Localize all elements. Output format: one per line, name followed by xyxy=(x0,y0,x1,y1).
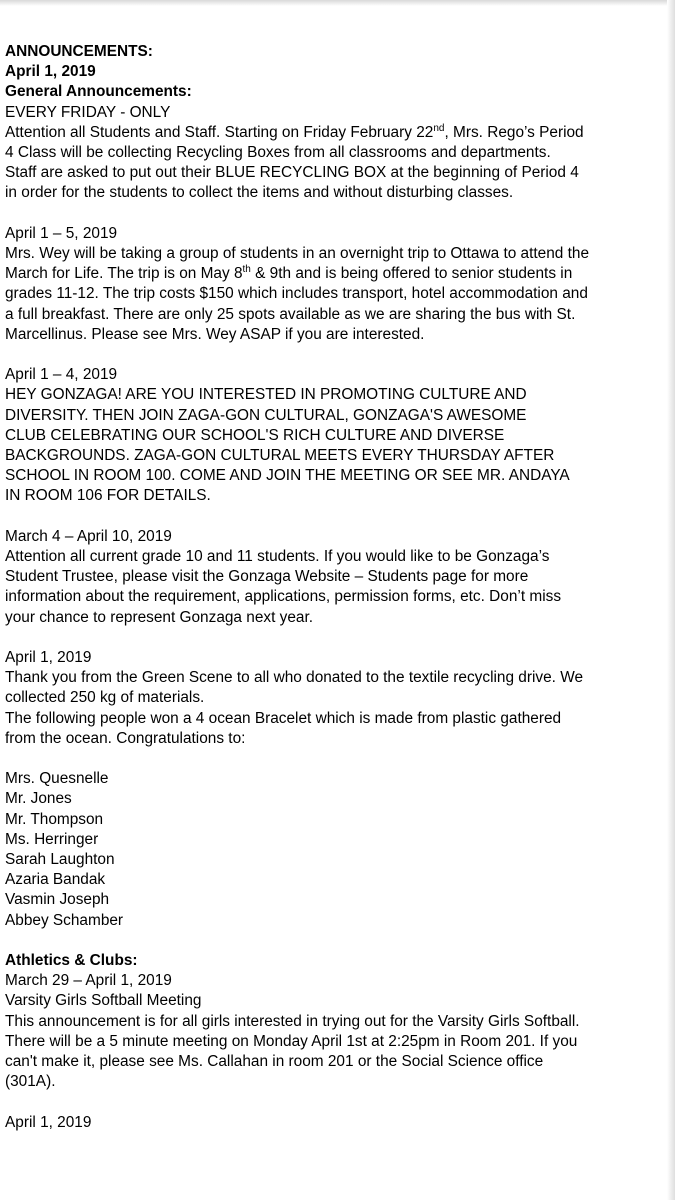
list-item: Sarah Laughton xyxy=(5,851,115,869)
announcement-text-line: DIVERSITY. THEN JOIN ZAGA-GON CULTURAL, GONZAGA'S AWESOME xyxy=(5,406,527,424)
page-top-edge xyxy=(0,0,675,6)
list-item: Ms. Herringer xyxy=(5,830,99,848)
announcement-text-line: your chance to represent Gonzaga next year. xyxy=(5,608,314,626)
announcement-date: April 1, 2019 xyxy=(5,1113,92,1131)
list-item: Mr. Jones xyxy=(5,790,72,808)
section-heading-athletics: Athletics & Clubs: xyxy=(5,952,138,970)
winners-list xyxy=(5,769,667,931)
section-athletics-clubs xyxy=(5,951,667,1092)
announcement-text-line: This announcement is for all girls interested in trying out for the Varsity Girls Softball. xyxy=(5,1012,580,1030)
announcement-date: April 1 – 5, 2019 xyxy=(5,224,118,242)
spacer xyxy=(5,931,667,951)
spacer xyxy=(5,345,667,365)
announcement-text-line: 4 Class will be collecting Recycling Boxes from all classrooms and departments. xyxy=(5,144,551,162)
list-item: Mr. Thompson xyxy=(5,810,104,828)
list-item: Mrs. Quesnelle xyxy=(5,770,109,788)
announcement-text-line: Thank you from the Green Scene to all who donated to the textile recycling drive. We xyxy=(5,669,584,687)
document-date: April 1, 2019 xyxy=(5,63,96,81)
announcement-text-line: Student Trustee, please visit the Gonzaga Website – Students page for more xyxy=(5,568,529,586)
announcement-label: EVERY FRIDAY - ONLY xyxy=(5,103,171,121)
spacer xyxy=(5,507,667,527)
announcement-text-line: BACKGROUNDS. ZAGA-GON CULTURAL MEETS EVERY THURSDAY AFTER xyxy=(5,447,555,465)
page-right-edge xyxy=(667,0,675,1200)
announcement-text-line: Marcellinus. Please see Mrs. Wey ASAP if you are interested. xyxy=(5,325,425,343)
announcement-text-line: (301A). xyxy=(5,1073,56,1091)
announcement-text-line: a full breakfast. There are only 25 spots available as we are sharing the bus with St. xyxy=(5,305,576,323)
announcement-text-line: collected 250 kg of materials. xyxy=(5,689,205,707)
spacer xyxy=(5,204,667,224)
list-item: Azaria Bandak xyxy=(5,871,106,889)
announcement-text-line: from the ocean. Congratulations to: xyxy=(5,729,246,747)
announcement-text-line: SCHOOL IN ROOM 100. COME AND JOIN THE MEETING OR SEE MR. ANDAYA xyxy=(5,467,570,485)
announcement-title: Varsity Girls Softball Meeting xyxy=(5,992,202,1010)
announcement-zaga-gon-cultural xyxy=(5,365,667,506)
announcement-text-line: IN ROOM 106 FOR DETAILS. xyxy=(5,487,211,505)
spacer xyxy=(5,1092,667,1112)
list-item: Vasmin Joseph xyxy=(5,891,110,909)
announcement-text-line: can't make it, please see Ms. Callahan in room 201 or the Social Science office xyxy=(5,1053,544,1071)
announcement-text-line: information about the requirement, applications, permission forms, etc. Don’t miss xyxy=(5,588,562,606)
announcement-date: March 4 – April 10, 2019 xyxy=(5,527,172,545)
spacer xyxy=(5,749,667,769)
announcement-text-line: HEY GONZAGA! ARE YOU INTERESTED IN PROMOTING CULTURE AND xyxy=(5,386,527,404)
announcement-text-line: Staff are asked to put out their BLUE RECYCLING BOX at the beginning of Period 4 xyxy=(5,164,579,182)
list-item: Abbey Schamber xyxy=(5,911,124,929)
announcement-student-trustee xyxy=(5,527,667,628)
announcement-march-for-life xyxy=(5,224,667,345)
announcements-document xyxy=(5,42,667,1133)
announcement-text-line: Attention all current grade 10 and 11 students. If you would like to be Gonzaga’s xyxy=(5,548,550,566)
announcement-date: April 1, 2019 xyxy=(5,649,92,667)
announcement-text-line: in order for the students to collect the items and without disturbing classes. xyxy=(5,184,514,202)
announcement-text-line: Attention all Students and Staff. Starting on Friday February 22nd, Mrs. Rego’s Period xyxy=(5,122,584,141)
announcement-recycling xyxy=(5,103,667,204)
document-title: ANNOUNCEMENTS: xyxy=(5,43,153,60)
announcement-text-line: Mrs. Wey will be taking a group of students in an overnight trip to Ottawa to attend the xyxy=(5,245,590,263)
announcement-text-line: There will be a 5 minute meeting on Monday April 1st at 2:25pm in Room 201. If you xyxy=(5,1032,578,1050)
announcement-date: March 29 – April 1, 2019 xyxy=(5,972,172,990)
announcement-text-line: The following people won a 4 ocean Bracelet which is made from plastic gathered xyxy=(5,709,562,727)
announcement-text-line: CLUB CELEBRATING OUR SCHOOL'S RICH CULTURE AND DIVERSE xyxy=(5,426,505,444)
announcement-text-line: March for Life. The trip is on May 8th & 9th and is being offered to senior students in xyxy=(5,264,573,283)
announcement-text-line: grades 11-12. The trip costs $150 which includes transport, hotel accommodation and xyxy=(5,285,588,303)
announcement-green-scene xyxy=(5,648,667,931)
announcement-date: April 1 – 4, 2019 xyxy=(5,366,118,384)
section-heading-general: General Announcements: xyxy=(5,83,192,101)
spacer xyxy=(5,628,667,648)
